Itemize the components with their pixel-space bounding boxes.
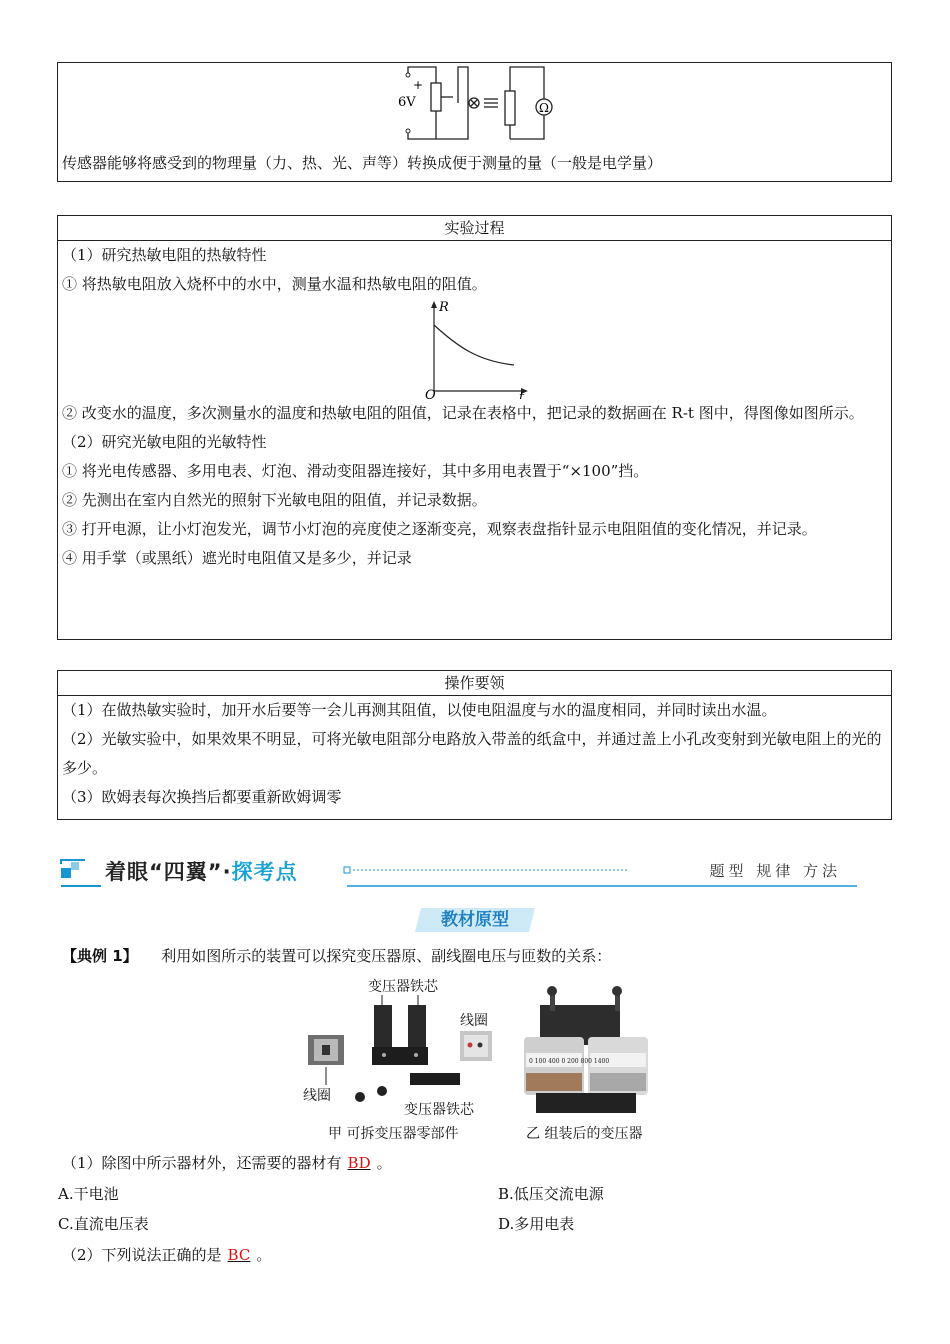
label-core-bottom: 变压器铁芯 bbox=[404, 1102, 474, 1118]
option-a: A.干电池 bbox=[58, 1185, 119, 1203]
answer-1: BD bbox=[347, 1154, 371, 1172]
section-title-banner bbox=[57, 850, 857, 892]
circuit-plus-label: + bbox=[413, 78, 424, 92]
experiment-process-box bbox=[57, 215, 892, 640]
experiment-process-header: 实验过程 bbox=[58, 216, 891, 241]
option-b: B.低压交流电源 bbox=[498, 1185, 604, 1203]
textbook-prototype-banner: 教材原型 bbox=[415, 908, 535, 932]
thermistor-heading: （1）研究热敏电阻的热敏特性 bbox=[62, 246, 267, 264]
photoresistor-step-1: ① 将光电传感器、多用电表、灯泡、滑动变阻器连接好，其中多用电表置于“×100”挡。 bbox=[62, 462, 649, 480]
graph-t-label: t bbox=[519, 390, 525, 399]
section-subtitle-right: 题型 规律 方法 bbox=[709, 862, 841, 880]
r-t-graph bbox=[58, 299, 891, 399]
option-d: D.多用电表 bbox=[498, 1215, 575, 1233]
example-tag: 【典例 1】 bbox=[62, 947, 138, 965]
option-c: C.直流电压表 bbox=[58, 1215, 149, 1233]
label-coil-right: 线圈 bbox=[460, 1013, 488, 1029]
label-coil-left: 线圈 bbox=[303, 1088, 331, 1104]
sensor-principle-box bbox=[57, 62, 892, 182]
thermistor-step-2: ② 改变水的温度，多次测量水的温度和热敏电阻的阻值，记录在表格中，把记录的数据画在 R-t 图中，得图像如图所示。 bbox=[62, 404, 864, 422]
graph-origin-label: O bbox=[425, 388, 436, 399]
example-stem: 【典例 1】 利用如图所示的装置可以探究变压器原、副线圈电压与匝数的关系： bbox=[62, 947, 612, 965]
caption-parts: 甲 可拆变压器零部件 bbox=[328, 1126, 459, 1142]
photoresistor-step-2: ② 先测出在室内自然光的照射下光敏电阻的阻值，并记录数据。 bbox=[62, 491, 487, 509]
photoresistor-heading: （2）研究光敏电阻的光敏特性 bbox=[62, 433, 267, 451]
operation-tips-box bbox=[57, 670, 892, 820]
question-2: （2）下列说法正确的是 BC 。 bbox=[62, 1246, 272, 1264]
operation-tip-2: （2）光敏实验中，如果效果不明显，可将光敏电阻部分电路放入带盖的纸盒中，并通过盖上小孔改变射到光敏电阻上的光的多少。 bbox=[62, 730, 882, 777]
answer-2: BC bbox=[227, 1246, 251, 1264]
operation-tip-1: （1）在做热敏实验时，加开水后要等一会儿再测其阻值，以使电阻温度与水的温度相同，并同时读出水温。 bbox=[62, 701, 777, 719]
caption-assembled: 乙 组装后的变压器 bbox=[526, 1126, 643, 1142]
transformer-figure bbox=[300, 975, 670, 1145]
operation-tips-header: 操作要领 bbox=[58, 671, 891, 696]
label-core-top: 变压器铁芯 bbox=[368, 979, 438, 995]
sensor-definition-text: 传感器能够将感受到的物理量（力、热、光、声等）转换成便于测量的量（一般是电学量） bbox=[62, 154, 663, 172]
ohmmeter-label: Ω bbox=[539, 101, 549, 115]
photoresistor-step-4: ④ 用手掌（或黑纸）遮光时电阻值又是多少，并记录 bbox=[62, 549, 412, 567]
circuit-voltage-label: 6V bbox=[398, 95, 416, 110]
operation-tip-3: （3）欧姆表每次换挡后都要重新欧姆调零 bbox=[62, 788, 342, 806]
photoresistor-step-3: ③ 打开电源，让小灯泡发光，调节小灯泡的亮度使之逐渐变亮，观察表盘指针显示电阻阻值的变化情况，并记录。 bbox=[62, 520, 817, 538]
question-1: （1）除图中所示器材外，还需要的器材有 BD 。 bbox=[62, 1154, 392, 1172]
thermistor-step-1: ① 将热敏电阻放入烧杯中的水中，测量水温和热敏电阻的阻值。 bbox=[62, 275, 487, 293]
assembled-scale-text: 0 100 400 0 200 800 1400 bbox=[529, 1058, 610, 1065]
sensor-circuit-diagram bbox=[58, 63, 893, 147]
section-title: 着眼“四翼”·探考点 bbox=[105, 860, 298, 884]
graph-r-label: R bbox=[439, 300, 449, 315]
